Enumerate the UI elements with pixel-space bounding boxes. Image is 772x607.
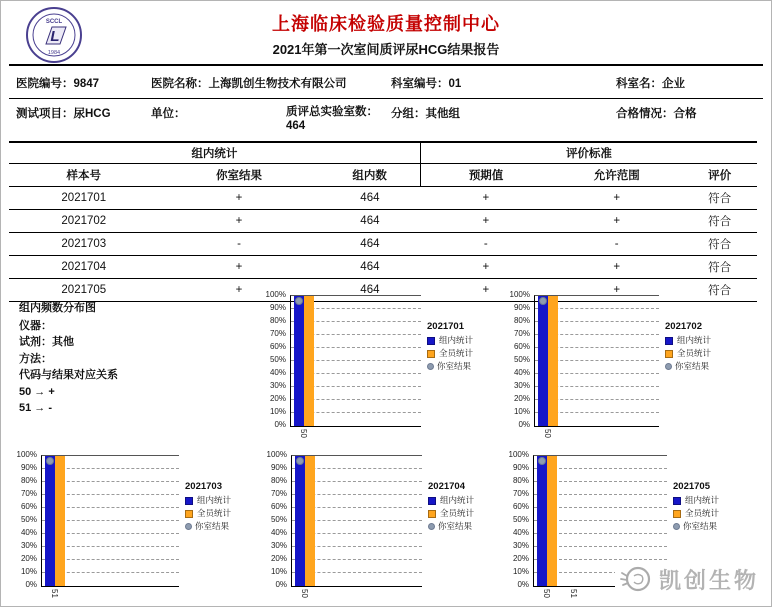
table-cell: + (420, 210, 551, 233)
axis-tick-label: 100% (265, 290, 286, 299)
bar (295, 456, 305, 586)
axis-tick-label: 10% (270, 567, 287, 576)
axis-tick-label: 40% (20, 528, 37, 537)
axis-tick-label: 80% (512, 476, 529, 485)
legend-swatch-icon (673, 497, 681, 505)
legend-label: 全员统计 (440, 508, 475, 518)
table-cell: + (159, 187, 320, 210)
x-category-label: 50 (299, 429, 308, 438)
axis-tick-label: 0% (274, 420, 286, 429)
logo-abbr: SCCL (45, 19, 63, 25)
axis-tick-label: 70% (269, 329, 286, 338)
table-cell: + (159, 279, 320, 302)
bar (538, 296, 548, 426)
plot-area (291, 455, 422, 598)
table-cell: - (159, 233, 320, 256)
bar-chart (265, 450, 521, 607)
info-field: 质评总实验室数：464 (286, 106, 378, 132)
axis-tick-label: 20% (513, 394, 530, 403)
chart-legend (427, 321, 519, 373)
axis-tick-label: 80% (269, 316, 286, 325)
chart-legend (185, 481, 277, 533)
table-cell: 464 (319, 210, 420, 233)
info-field: 科室编号：01 (391, 78, 462, 90)
bar (305, 456, 315, 586)
legend-item (673, 520, 765, 533)
legend-label: 组内统计 (439, 335, 474, 345)
x-category-label: 50 (543, 429, 552, 438)
header-divider (9, 64, 763, 66)
legend-item (427, 360, 519, 373)
axis-tick-label: 20% (20, 554, 37, 563)
table-row (9, 233, 757, 256)
table-cell: 2021704 (9, 256, 159, 279)
table-cell: 464 (319, 279, 420, 302)
notes-block (19, 300, 118, 417)
table-cell: 464 (319, 233, 420, 256)
legend-swatch-icon (427, 350, 435, 358)
axis-tick-label: 50% (513, 355, 530, 364)
legend-item (185, 494, 277, 507)
x-category-label: 50 (542, 589, 551, 598)
bar (304, 296, 314, 426)
axis-tick-label: 60% (512, 502, 529, 511)
info-field: 医院编号：9847 (16, 78, 100, 90)
table-cell: + (551, 256, 682, 279)
legend-item (185, 507, 277, 520)
notes-line: 仪器： (19, 319, 52, 332)
table-cell: + (551, 279, 682, 302)
axis-tick-label: 90% (269, 303, 286, 312)
legend-swatch-icon (427, 337, 435, 345)
table-row (9, 256, 757, 279)
legend-label: 组内统计 (677, 335, 712, 345)
legend-marker-icon (428, 523, 435, 530)
axis-tick-label: 10% (269, 407, 286, 416)
legend-label: 你室结果 (195, 521, 230, 531)
table-cell: + (551, 210, 682, 233)
axis-tick-label: 60% (269, 342, 286, 351)
table-cell: 2021702 (9, 210, 159, 233)
axis-tick-label: 30% (512, 541, 529, 550)
chart-legend-title: 2021701 (427, 321, 464, 332)
chart-legend-title: 2021704 (428, 481, 465, 492)
axis-tick-label: 70% (20, 489, 37, 498)
notes-title: 组内频数分布图 (19, 302, 96, 314)
table-row (9, 187, 757, 210)
legend-label: 全员统计 (685, 508, 720, 518)
notes-lines (19, 318, 118, 417)
axis-tick-label: 0% (517, 580, 529, 589)
table-column-header: 评价 (682, 164, 757, 187)
plot-area (290, 295, 421, 438)
legend-swatch-icon (673, 510, 681, 518)
table-cell: + (551, 187, 682, 210)
chart-legend-title: 2021705 (673, 481, 710, 492)
legend-label: 你室结果 (437, 361, 472, 371)
axis-tick-label: 50% (512, 515, 529, 524)
table-cell: + (420, 279, 551, 302)
legend-item (185, 520, 277, 533)
axis-tick-label: 50% (270, 515, 287, 524)
axis-tick-label: 20% (270, 554, 287, 563)
axis-tick-label: 10% (513, 407, 530, 416)
legend-label: 你室结果 (675, 361, 710, 371)
axis-tick-label: 100% (508, 450, 529, 459)
axis-tick-label: 20% (512, 554, 529, 563)
table-cell: - (420, 233, 551, 256)
watermark (615, 560, 763, 598)
table-group-header: 评价标准 (420, 142, 757, 164)
results-table (9, 141, 757, 302)
legend-item (673, 507, 765, 520)
notes-line: 51 → - (19, 402, 53, 414)
info-field: 单位： (151, 108, 186, 120)
bar (294, 296, 304, 426)
info-field: 合格情况：合格 (616, 108, 697, 120)
plot-area (534, 295, 659, 438)
axis-tick-label: 70% (513, 329, 530, 338)
axis-tick-label: 40% (270, 528, 287, 537)
table-cell: 符合 (682, 256, 757, 279)
axis-tick-label: 30% (270, 541, 287, 550)
legend-swatch-icon (665, 350, 673, 358)
info-field: 医院名称：上海凯创生物技术有限公司 (151, 78, 347, 90)
table-cell: 符合 (682, 210, 757, 233)
table-cell: 2021703 (9, 233, 159, 256)
info-divider (9, 98, 763, 99)
axis-tick-label: 0% (275, 580, 287, 589)
legend-swatch-icon (185, 510, 193, 518)
table-column-header: 样本号 (9, 164, 159, 187)
chart-legend (665, 321, 757, 373)
axis-tick-label: 90% (513, 303, 530, 312)
axis-tick-label: 80% (20, 476, 37, 485)
table-column-header: 你室结果 (159, 164, 320, 187)
table-column-header: 组内数 (319, 164, 420, 187)
plot-area (41, 455, 179, 598)
table-cell: + (159, 256, 320, 279)
info-field: 测试项目：尿HCG (16, 108, 111, 120)
legend-item (665, 360, 757, 373)
axis-tick-label: 10% (512, 567, 529, 576)
table-row (9, 210, 757, 233)
legend-swatch-icon (185, 497, 193, 505)
table-cell: + (159, 210, 320, 233)
axis-tick-label: 60% (20, 502, 37, 511)
table-cell: - (551, 233, 682, 256)
x-category-label: 50 (300, 589, 309, 598)
legend-marker-icon (427, 363, 434, 370)
table-cell: 2021705 (9, 279, 159, 302)
axis-tick-label: 0% (518, 420, 530, 429)
table-cell: 符合 (682, 187, 757, 210)
legend-item (665, 347, 757, 360)
axis-tick-label: 40% (512, 528, 529, 537)
table-cell: + (420, 187, 551, 210)
axis-tick-label: 40% (269, 368, 286, 377)
info-field: 科室名：企业 (616, 78, 685, 90)
axis-tick-label: 80% (513, 316, 530, 325)
axis-tick-label: 60% (513, 342, 530, 351)
table-cell: 2021701 (9, 187, 159, 210)
axis-tick-label: 100% (266, 450, 287, 459)
legend-swatch-icon (428, 510, 436, 518)
axis-tick-label: 90% (20, 463, 37, 472)
bar (537, 456, 547, 586)
axis-tick-label: 90% (512, 463, 529, 472)
axis-tick-label: 20% (269, 394, 286, 403)
legend-item (673, 494, 765, 507)
legend-label: 组内统计 (440, 495, 475, 505)
table-column-header: 允许范围 (551, 164, 682, 187)
y-axis (15, 450, 41, 589)
legend-item (665, 334, 757, 347)
table-cell: + (420, 256, 551, 279)
bar-chart (15, 450, 278, 607)
bar (55, 456, 65, 586)
table-cell: 符合 (682, 279, 757, 302)
axis-tick-label: 10% (20, 567, 37, 576)
legend-label: 你室结果 (438, 521, 473, 531)
axis-tick-label: 70% (270, 489, 287, 498)
axis-tick-label: 100% (509, 290, 530, 299)
legend-swatch-icon (428, 497, 436, 505)
legend-marker-icon (185, 523, 192, 530)
table-column-header: 预期值 (420, 164, 551, 187)
axis-tick-label: 50% (20, 515, 37, 524)
watermark-text: 凯创生物 (658, 567, 759, 593)
axis-tick-label: 60% (270, 502, 287, 511)
legend-swatch-icon (665, 337, 673, 345)
notes-line: 50 → + (19, 385, 55, 398)
page-subtitle: 2021年第一次室间质评尿HCG结果报告 (272, 42, 500, 57)
legend-item (427, 334, 519, 347)
kaichuang-logo-icon (619, 562, 653, 596)
y-axis (508, 290, 534, 429)
page-title: 上海临床检验质量控制中心 (272, 14, 500, 34)
axis-tick-label: 80% (270, 476, 287, 485)
logo-letter: L (50, 28, 60, 45)
axis-tick-label: 30% (20, 541, 37, 550)
logo-year: 1984 (47, 50, 61, 56)
bar (548, 296, 558, 426)
axis-tick-label: 90% (270, 463, 287, 472)
legend-item (427, 347, 519, 360)
legend-marker-icon (665, 363, 672, 370)
x-category-label: 51 (50, 589, 59, 598)
bar (45, 456, 55, 586)
notes-line: 代码与结果对应关系 (19, 369, 118, 381)
legend-label: 你室结果 (683, 521, 718, 531)
info-field: 分组：其他组 (391, 108, 460, 120)
legend-label: 全员统计 (197, 508, 232, 518)
x-category-label: 51 (569, 589, 578, 598)
y-axis (264, 290, 290, 429)
y-axis (265, 450, 291, 589)
legend-marker-icon (673, 523, 680, 530)
legend-label: 全员统计 (439, 348, 474, 358)
notes-line: 方法： (19, 352, 52, 365)
axis-tick-label: 100% (16, 450, 37, 459)
legend-label: 全员统计 (677, 348, 712, 358)
bar (547, 456, 557, 586)
legend-label: 组内统计 (685, 495, 720, 505)
table-cell: 464 (319, 187, 420, 210)
axis-tick-label: 70% (512, 489, 529, 498)
y-axis (507, 450, 533, 589)
axis-tick-label: 30% (513, 381, 530, 390)
axis-tick-label: 40% (513, 368, 530, 377)
legend-label: 组内统计 (197, 495, 232, 505)
axis-tick-label: 0% (25, 580, 37, 589)
table-cell: 符合 (682, 233, 757, 256)
axis-tick-label: 50% (269, 355, 286, 364)
axis-tick-label: 30% (269, 381, 286, 390)
notes-line: 试剂：其他 (19, 336, 74, 348)
chart-legend-title: 2021702 (665, 321, 702, 332)
table-cell: 464 (319, 256, 420, 279)
chart-legend (673, 481, 765, 533)
table-group-header: 组内统计 (9, 142, 420, 164)
chart-legend-title: 2021703 (185, 481, 222, 492)
